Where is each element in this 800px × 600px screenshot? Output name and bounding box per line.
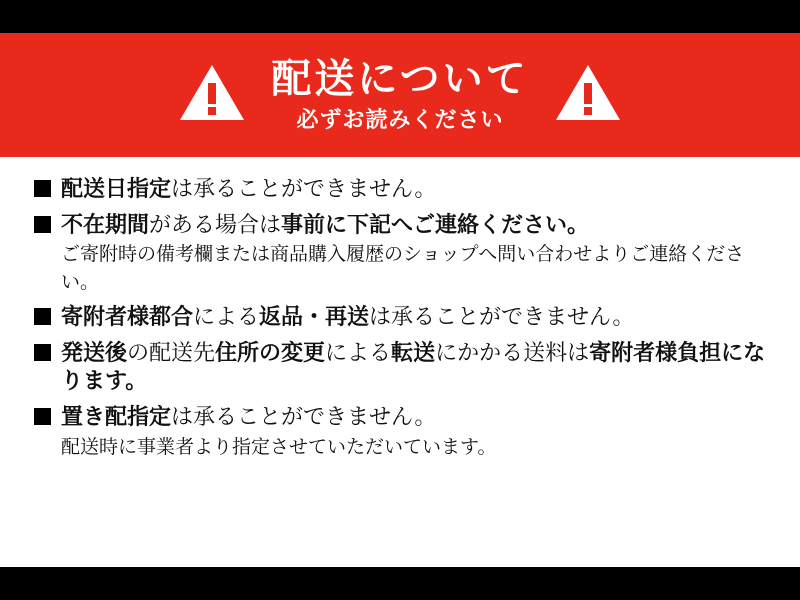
warning-triangle-icon [179, 63, 245, 128]
notice-text: がある場合は [149, 211, 282, 237]
notice-main-line [61, 175, 766, 204]
list-item-body [61, 303, 766, 332]
notice-emphasis: 寄附者様都合 [61, 304, 194, 330]
notice-text: による [325, 339, 392, 365]
top-black-band [0, 0, 800, 33]
notice-emphasis: 返品・再送 [259, 304, 370, 330]
list-item-body [61, 403, 766, 461]
notice-text: は承ることができません。 [171, 404, 437, 430]
list-item [34, 175, 766, 204]
notice-text: は承ることができません。 [171, 176, 437, 201]
notice-sub-line: 配送時に事業者より指定させていただいています。 [61, 436, 497, 458]
bullet-square-icon [34, 408, 51, 425]
header-subtitle: 必ずお読みください [296, 107, 504, 132]
notice-list [0, 157, 800, 567]
notice-emphasis: 発送後 [61, 339, 128, 365]
bullet-square-icon [34, 216, 51, 233]
bottom-black-band [0, 567, 800, 600]
bullet-square-icon [34, 344, 51, 361]
bullet-square-icon [34, 180, 51, 197]
notice-emphasis: 不在期間 [61, 211, 150, 237]
header-text-group [271, 59, 528, 131]
notice-text: は承ることができません。 [369, 304, 635, 330]
notice-emphasis: 寄附者様負担になります。 [61, 339, 766, 394]
header-title: 配送について [271, 57, 529, 101]
notice-main-line [61, 303, 766, 332]
notice-text: による [193, 304, 260, 330]
notice-text: にかかる送料は [435, 339, 590, 365]
notice-text: の配送先 [127, 339, 216, 365]
list-item-body [61, 175, 766, 204]
notice-main-line [61, 403, 766, 432]
list-item [34, 403, 766, 461]
notice-main-line [61, 211, 766, 240]
bullet-square-icon [34, 308, 51, 325]
list-item [34, 211, 766, 297]
list-item-body [61, 211, 766, 297]
notice-emphasis: 置き配指定 [61, 404, 172, 430]
notice-emphasis: 配送日指定 [61, 176, 172, 201]
notice-emphasis: 事前に下記へご連絡ください。 [281, 211, 590, 237]
notice-main-line [61, 339, 766, 396]
notice-emphasis: 転送 [391, 339, 436, 365]
notice-sub-line: ご寄附時の備考欄または商品購入履歴のショップへ問い合わせよりご連絡ください。 [61, 244, 745, 293]
list-item [34, 339, 766, 396]
list-item [34, 303, 766, 332]
notice-emphasis: 住所の変更 [215, 339, 326, 365]
header-banner [0, 33, 800, 157]
warning-triangle-icon [555, 63, 621, 128]
list-item-body [61, 339, 766, 396]
